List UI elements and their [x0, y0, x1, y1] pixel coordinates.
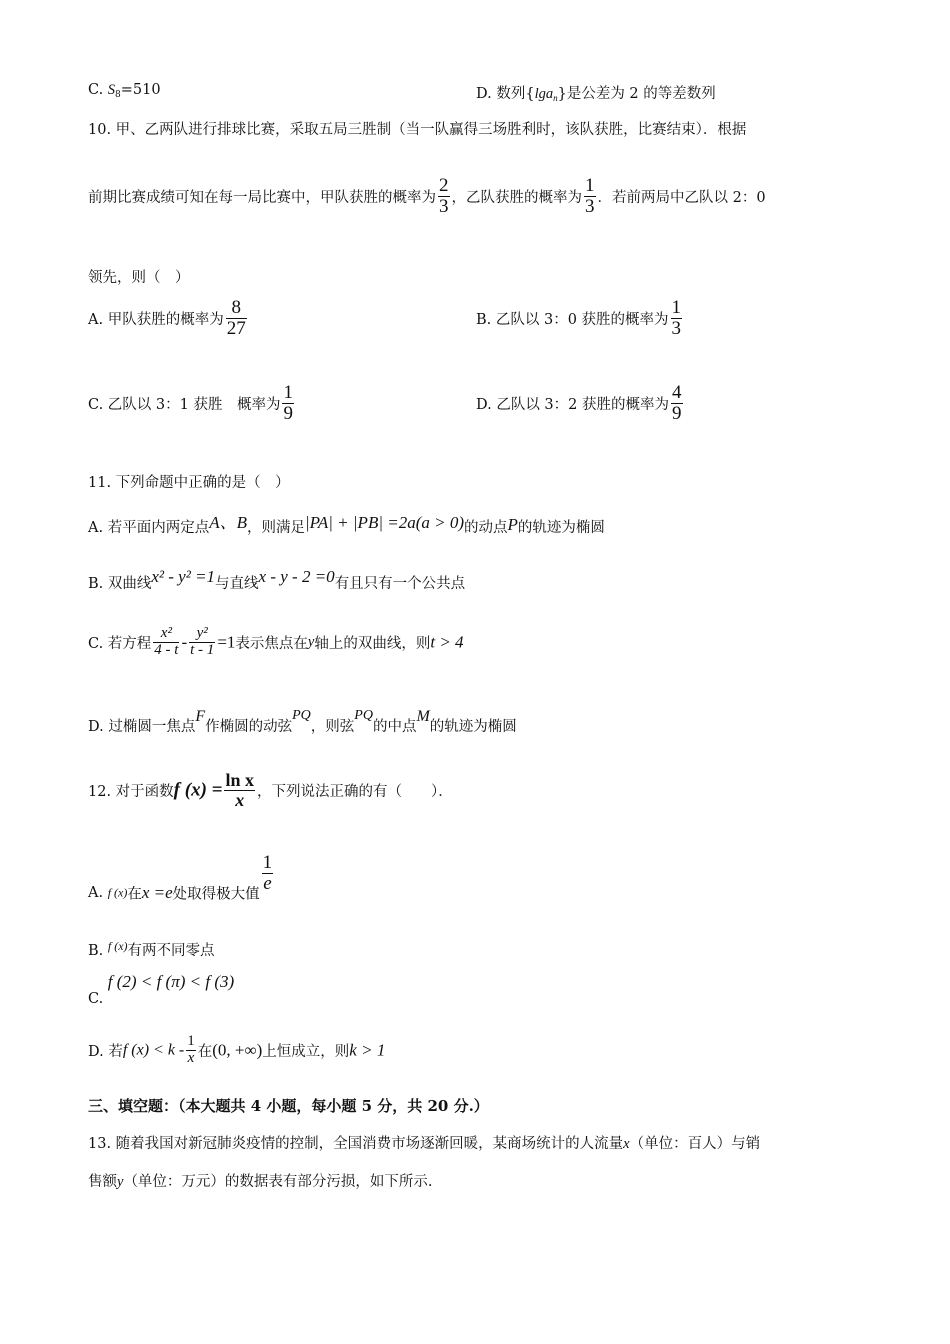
q11-option-c: C. 若方程 $\frac{\text{x²}}{4 - t}$ - $\frac{\text{y²}}{t - 1}$ =1表示焦点在y轴上的双曲线，则t > 4 [88, 625, 464, 658]
q11-option-a: A. 若平面内两定点A、B，则满足|PA| + |PB| =2a(a > 0)的动点P的轨迹为椭圆 [88, 513, 605, 536]
q10-stem-line2: 前期比赛成绩可知在每一局比赛中，甲队获胜的概率为 $\frac{2}{3}$ ，乙队获胜的概率为 $\frac{1}{3}$ ．若前两局中乙队以 2：0 [88, 175, 766, 217]
q11-stem: 11. 下列命题中正确的是（ ） [88, 475, 290, 491]
q11-option-d: D. 过椭圆一焦点F作椭圆的动弦PQ，则弦PQ的中点M的轨迹为椭圆 [88, 708, 517, 735]
q12-option-c: C. f (2) < f (π) < f (3) [88, 972, 235, 1007]
q10-prob-yi: $\frac{1}{3}$ [585, 175, 595, 217]
q10-prob-jia: $\frac{2}{3}$ [439, 175, 449, 217]
q12-stem: 12. 对于函数f (x) = $\frac{\text{ln x}}{x}$ ，下列说法正确的有（ ）． [88, 770, 453, 810]
q10-option-d: D. 乙队以 3：2 获胜的概率为 $\frac{4}{9}$ [476, 382, 682, 424]
q9-option-d: D. 数列{lga$_n$}是公差为 2 的等差数列 [476, 86, 716, 103]
q10-stem-line1: 10. 甲、乙两队进行排球比赛，采取五局三胜制（当一队赢得三场胜利时，该队获胜，比赛结束）．根据 [88, 122, 747, 138]
q12-option-b: B. $^{f (x)}$有两不同零点 [88, 939, 215, 959]
q10-option-c: C. 乙队以 3：1 获胜 概率为 $\frac{1}{9}$ [88, 382, 293, 424]
section-3-heading: 三、填空题：（本大题共 4 小题，每小题 5 分，共 20 分.） [88, 1097, 489, 1115]
q9-option-c: C. $S_8=510$ [88, 82, 161, 100]
q12-option-d: D. 若f (x) < k - $\frac{1}{x}$ 在(0, +∞)上恒成立，则k > 1 [88, 1033, 386, 1066]
q13-stem-line1: 13. 随着我国对新冠肺炎疫情的控制，全国消费市场逐渐回暖，某商场统计的人流量x（单位：百人）与销 [88, 1136, 761, 1152]
q10-option-b: B. 乙队以 3：0 获胜的概率为 $\frac{1}{3}$ [476, 297, 682, 339]
q12-option-a: A. f (x)在x =e处取得极大值 $\frac{1}{e}$ [88, 852, 273, 903]
q10-stem-line3: 领先，则（ ） [88, 270, 190, 286]
q13-stem-line2: 售额y（单位：万元）的数据表有部分污损，如下所示. [88, 1174, 433, 1190]
q10-option-a: A. 甲队获胜的概率为 $\frac{8}{27}$ [88, 297, 246, 339]
q11-option-b: B. 双曲线x² - y² =1与直线x - y - 2 =0有且只有一个公共点 [88, 567, 466, 592]
